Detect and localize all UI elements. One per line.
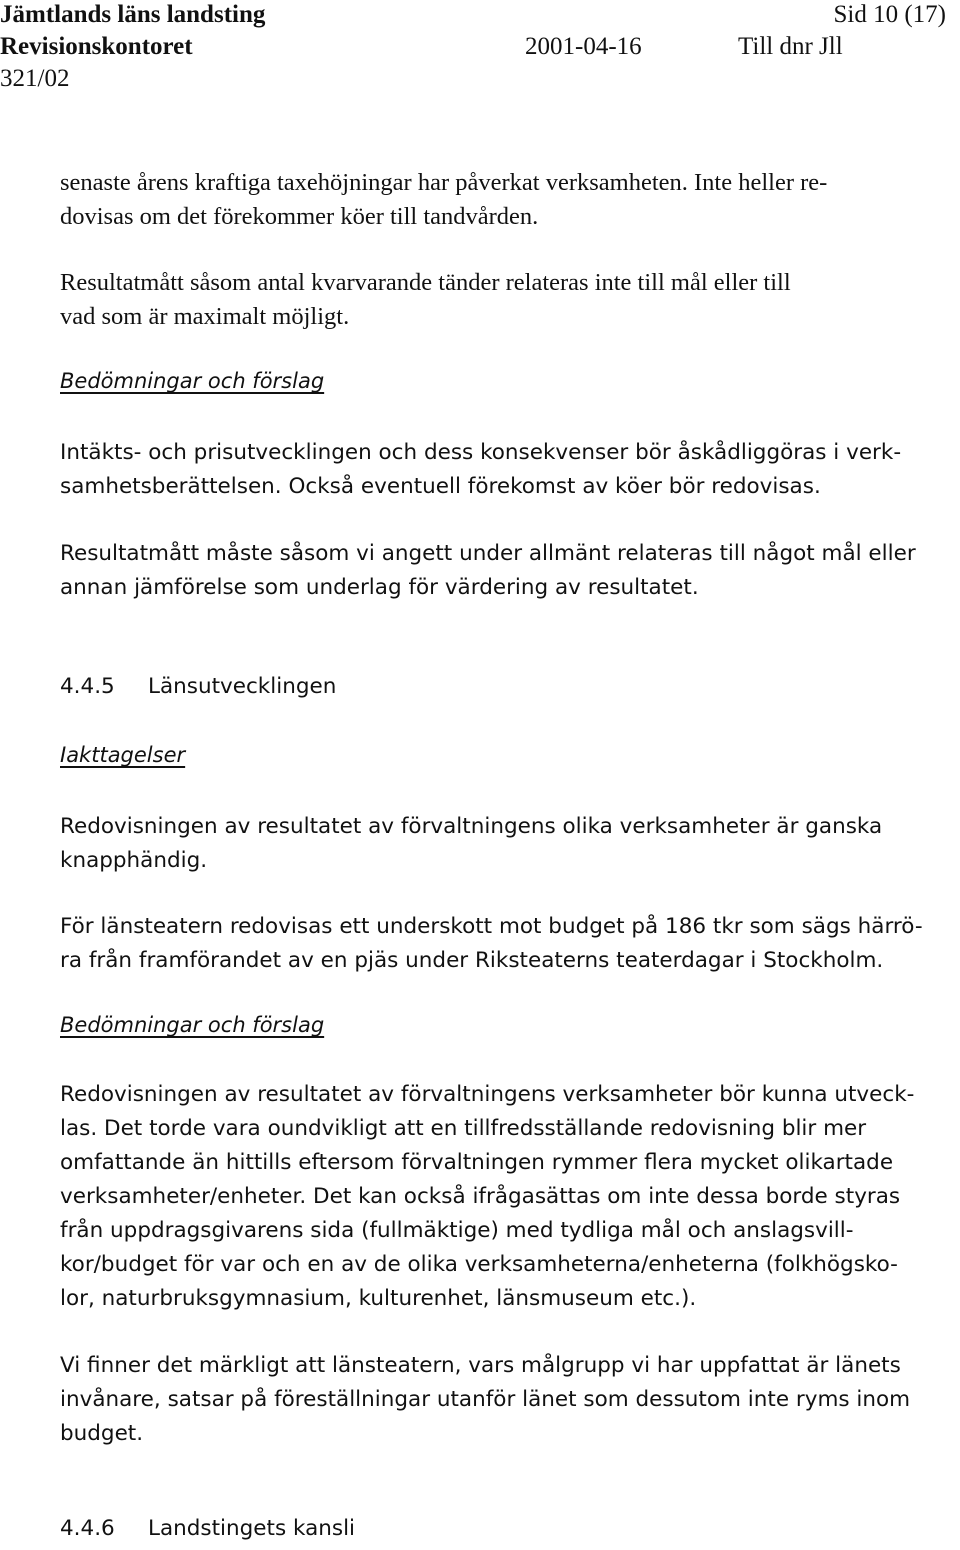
header-page-number: Sid 10 (17) xyxy=(833,1,946,28)
paragraph-line: från uppdragsgivarens sida (fullmäktige) med tydliga mål och anslagsvill- xyxy=(60,1218,854,1243)
header-date: 2001-04-16 xyxy=(525,33,642,60)
paragraph-line: omfattande än hittills eftersom förvaltningen rymmer flera mycket olikartade xyxy=(60,1150,894,1175)
paragraph-line: annan jämförelse som underlag för värdering av resultatet. xyxy=(60,575,699,600)
header-recipient: Till dnr Jll xyxy=(738,33,843,60)
paragraph-line: Resultatmått såsom antal kvarvarande tänder relateras inte till mål eller till xyxy=(60,269,791,296)
heading-assessments-1: Bedömningar och förslag xyxy=(60,369,325,393)
paragraph-line: Redovisningen av resultatet av förvaltningens verksamheter bör kunna utveck- xyxy=(60,1082,915,1107)
section-title-lansutvecklingen: Länsutvecklingen xyxy=(148,674,337,699)
paragraph-2 xyxy=(60,266,940,334)
paragraph-6 xyxy=(60,910,940,978)
header-dnr: 321/02 xyxy=(0,65,70,92)
paragraph-line: kor/budget för var och en av de olika verksamheterna/enheterna (folkhögsko- xyxy=(60,1252,898,1277)
paragraph-line: ra från framförandet av en pjäs under Riksteaterns teaterdagar i Stockholm. xyxy=(60,948,884,973)
paragraph-line: vad som är maximalt möjligt. xyxy=(60,303,350,330)
section-title-landstingets-kansli: Landstingets kansli xyxy=(148,1516,356,1541)
paragraph-line: las. Det torde vara oundvikligt att en tillfredsställande redovisning blir mer xyxy=(60,1116,867,1141)
paragraph-line: Vi finner det märkligt att länsteatern, vars målgrupp vi har uppfattat är länets xyxy=(60,1353,901,1378)
section-number-445: 4.4.5 xyxy=(60,674,115,699)
header-office: Revisionskontoret xyxy=(0,33,193,60)
paragraph-line: För länsteatern redovisas ett underskott mot budget på 186 tkr som sägs härrö- xyxy=(60,914,923,939)
paragraph-line: verksamheter/enheter. Det kan också ifrågasättas om inte dessa borde styras xyxy=(60,1184,901,1209)
paragraph-line: dovisas om det förekommer köer till tandvården. xyxy=(60,203,539,230)
section-number-446: 4.4.6 xyxy=(60,1516,115,1541)
paragraph-line: Redovisningen av resultatet av förvaltningens olika verksamheter är ganska xyxy=(60,814,883,839)
paragraph-line: invånare, satsar på föreställningar utanför länet som dessutom inte ryms inom xyxy=(60,1387,911,1412)
paragraph-line: knapphändig. xyxy=(60,848,208,873)
paragraph-8 xyxy=(60,1349,940,1451)
paragraph-3 xyxy=(60,436,940,504)
paragraph-line: Resultatmått måste såsom vi angett under allmänt relateras till något mål eller xyxy=(60,541,916,566)
header-org: Jämtlands läns landsting xyxy=(0,1,266,28)
paragraph-line: Intäkts- och prisutvecklingen och dess konsekvenser bör åskådliggöras i verk- xyxy=(60,440,902,465)
heading-assessments-2: Bedömningar och förslag xyxy=(60,1013,325,1037)
paragraph-4 xyxy=(60,537,940,605)
paragraph-line: lor, naturbruksgymnasium, kulturenhet, länsmuseum etc.). xyxy=(60,1286,697,1311)
paragraph-7 xyxy=(60,1078,940,1316)
paragraph-5 xyxy=(60,810,940,878)
heading-observations: Iakttagelser xyxy=(60,743,186,767)
paragraph-line: senaste årens kraftiga taxehöjningar har påverkat verksamheten. Inte heller re- xyxy=(60,169,828,196)
paragraph-line: budget. xyxy=(60,1421,144,1446)
paragraph-line: samhetsberättelsen. Också eventuell förekomst av köer bör redovisas. xyxy=(60,474,821,499)
paragraph-1 xyxy=(60,166,940,234)
